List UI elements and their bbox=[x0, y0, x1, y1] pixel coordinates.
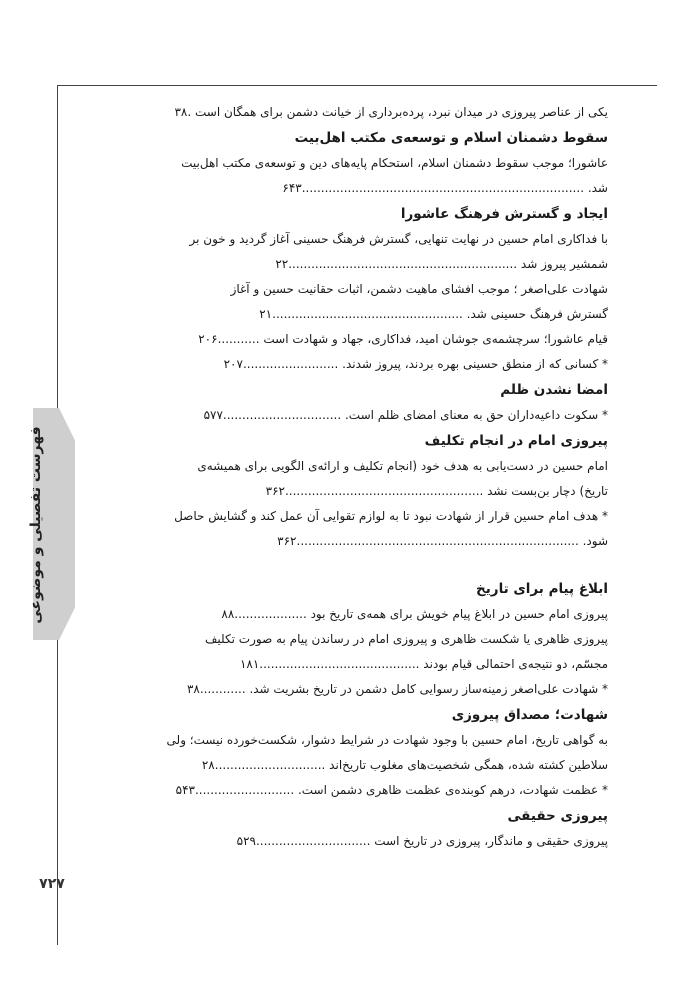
index-section bbox=[98, 201, 608, 377]
page-number: ۷۲۷ bbox=[39, 876, 65, 892]
index-section bbox=[98, 377, 608, 428]
index-content bbox=[98, 100, 608, 854]
index-section bbox=[98, 702, 608, 803]
index-section bbox=[98, 428, 608, 554]
index-line: * کسانی که از منطق حسینی بهره بردند، پیروز شدند. .........................۲۰۷ bbox=[223, 357, 608, 371]
section-heading: پیروزی امام در انجام تکلیف bbox=[424, 433, 608, 449]
index-line: با فداکاری امام حسین در نهایت تنهایی، گسترش فرهنگ حسینی آغاز گردید و خون بر bbox=[189, 232, 608, 246]
index-line: * هدف امام حسین قرار از شهادت نبود تا به لوازم تقوایی آن عمل کند و گشایش حاصل bbox=[174, 509, 608, 523]
index-line: یکی از عناصر پیروزی در میدان نبرد، پرده‌برداری از خیانت دشمن برای همگان است .۳۸ bbox=[174, 105, 608, 119]
section-heading: ابلاغ پیام برای تاریخ bbox=[476, 581, 608, 597]
index-line: شود. ..........................................................................۳۶۲ bbox=[277, 534, 608, 548]
section-heading: شهادت؛ مصداق پیروزی bbox=[451, 707, 608, 723]
index-line: سلاطین کشته شده، همگی شخصیت‌های مغلوب تاریخ‌اند .............................۲۸ bbox=[201, 758, 608, 772]
side-tab-label: فهرست تفصیلی و موضوعی bbox=[28, 426, 44, 624]
index-line: پیروزی ظاهری یا شکست ظاهری و پیروزی امام در رساندن پیام به صورت تکلیف bbox=[204, 632, 608, 646]
index-line: * سکوت داعیه‌داران حق به معنای امضای ظلم است. ...............................۵۷۷ bbox=[203, 408, 608, 422]
index-line: به گواهی تاریخ، امام حسین با وجود شهادت در شرایط دشوار، شکست‌خورده نیست؛ ولی bbox=[166, 733, 608, 747]
index-line: شهادت علی‌اصغر ؛ موجب افشای ماهیت دشمن، اثبات حقانیت حسین و آغاز bbox=[230, 282, 608, 296]
section-heading: امضا نشدن ظلم bbox=[500, 382, 608, 398]
index-line: شمشیر پیروز شد ............................................................۲۲ bbox=[275, 257, 608, 271]
index-line: شد. ..........................................................................۶۴۳ bbox=[282, 181, 608, 195]
index-line: پیروزی امام حسین در ابلاغ پیام خویش برای همه‌ی تاریخ بود ...................۸۸ bbox=[221, 607, 608, 621]
index-line: امام حسین در دست‌یابی به هدف خود (انجام تکلیف و ارائه‌ی الگویی برای همیشه‌ی bbox=[197, 459, 608, 473]
section-heading: پیروزی حقیقی bbox=[507, 808, 608, 824]
index-line: * شهادت علی‌اصغر زمینه‌ساز رسوایی کامل دشمن در تاریخ بشریت شد. ............۳۸ bbox=[186, 682, 608, 696]
index-line: مجسّم، دو نتیجه‌ی احتمالی قیام بودند ..........................................۱۸۱ bbox=[239, 657, 608, 671]
index-line: گسترش فرهنگ حسینی شد. ..................................................۲۱ bbox=[259, 307, 608, 321]
section-heading: سقوط دشمنان اسلام و توسعه‌ی مکتب اهل‌بیت bbox=[294, 130, 608, 146]
frame-top-line bbox=[57, 85, 657, 86]
index-section bbox=[98, 100, 608, 125]
section-gap bbox=[98, 554, 608, 576]
index-line: عاشورا؛ موجب سقوط دشمنان اسلام، استحکام پایه‌های دین و توسعه‌ی مکتب اهل‌بیت bbox=[181, 156, 608, 170]
section-heading: ایجاد و گسترش فرهنگ عاشورا bbox=[400, 206, 608, 222]
index-line: قیام عاشورا؛ سرچشمه‌ی جوشان امید، فداکاری، جهاد و شهادت است ...........۲۰۶ bbox=[198, 332, 608, 346]
index-section bbox=[98, 803, 608, 854]
index-line: پیروزی حقیقی و ماندگار، پیروزی در تاریخ است ..............................۵۲۹ bbox=[236, 834, 608, 848]
index-line: * عظمت شهادت، درهم کوبنده‌ی عظمت ظاهری دشمن است. ..........................۵۴۳ bbox=[175, 783, 608, 797]
index-section bbox=[98, 576, 608, 702]
index-line: تاریخ) دچار بن‌بست نشد ....................................................۳۶۲ bbox=[265, 484, 608, 498]
index-section bbox=[98, 125, 608, 201]
